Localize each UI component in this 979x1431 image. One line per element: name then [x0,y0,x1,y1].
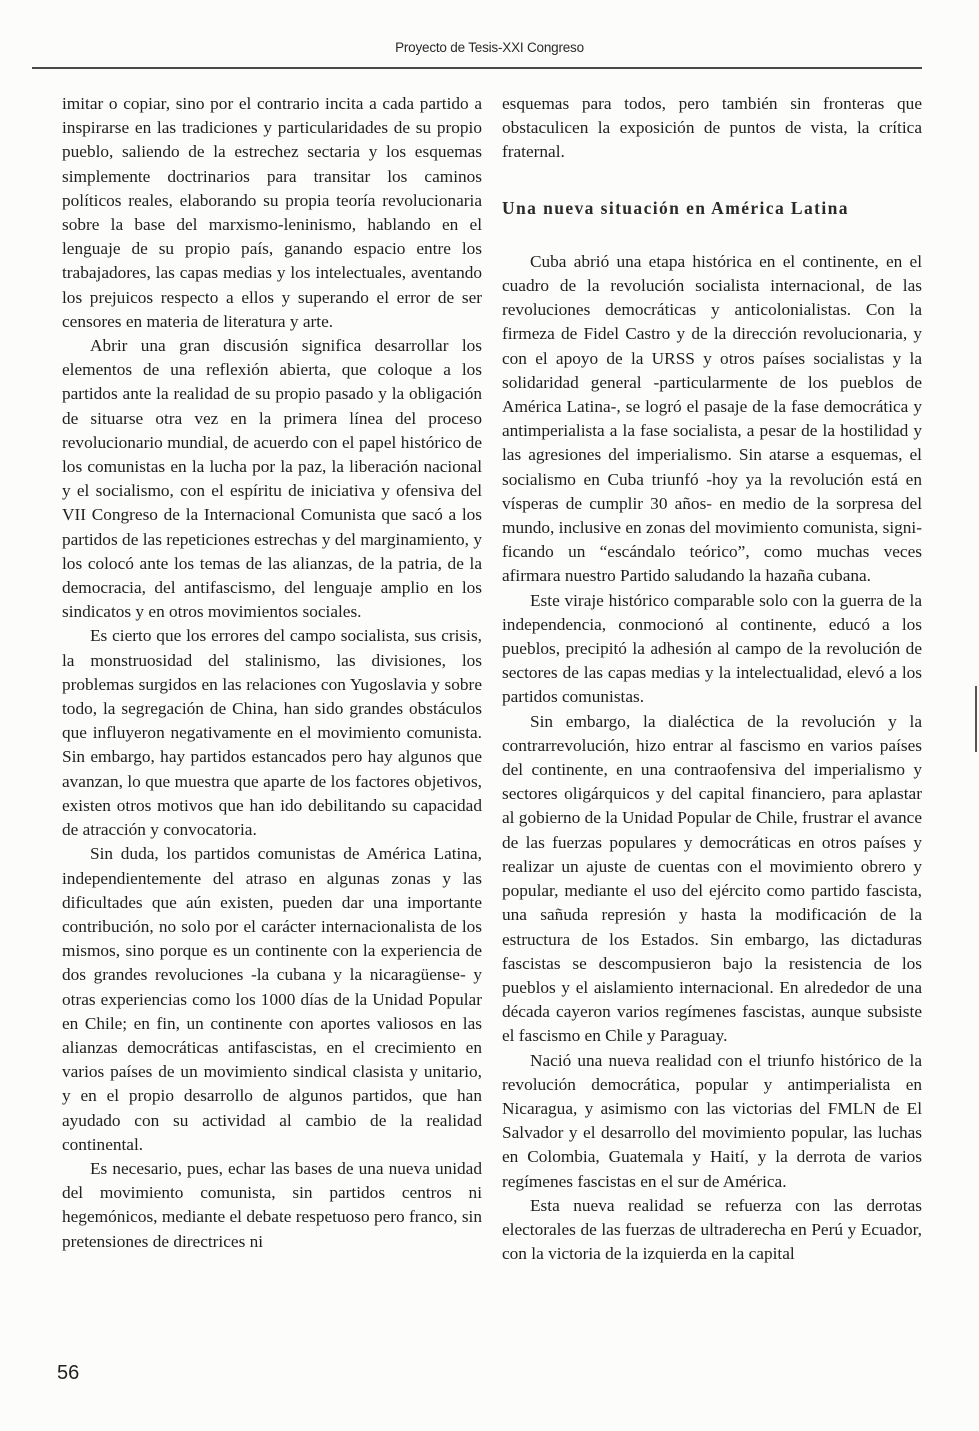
running-header: Proyecto de Tesis-XXI Congreso [395,40,584,55]
scan-margin-mark [975,686,977,752]
page-number: 56 [57,1362,80,1384]
left-column [62,92,482,1254]
paragraph: Esta nueva realidad se refuerza con las derrotas electorales de las fuerzas de ultraderecha en Perú y Ecuador, con la victoria de la izquierda en la capital [502,1195,922,1264]
paragraph: Nació una nueva realidad con el triunfo histórico de la revolución democrática, popular y antimperialista en Nicaragua, y asimismo con las victorias del FMLN de El Salvador y el desarrollo del movimiento popular, las luchas en Colombia, Guatemala y Haití, y la derrota de varios regímenes fascistas en el sur de América. [502,1050,922,1191]
paragraph: Sin embargo, la dialéctica de la revolución y la contrarrevolución, hizo entrar al fascismo en varios países del continente, en una contraofensiva del imperialismo y sectores oligárquicos y del capital financiero, para aplastar al gobierno de la Unidad Popular de Chile, frustrar el avance de las fuerzas populares y democráticas en otros países y realizar un ajuste de cuentas con el movimiento obrero y popular, mediante el uso del ejército como partido fascista, una sañuda represión y hasta la modificación de la estructura de los Estados. Sin embargo, las dictaduras fascistas se descompusieron bajo la resistencia de los pueblos y el aislamiento internacional. En alrededor de una década cayeron varios regímenes fascistas, aunque subsiste el fascismo en Chile y Paraguay. [502,711,922,1046]
paragraph: Este viraje histórico comparable solo con la guerra de la independencia, conmocionó al continente, educó a los pueblos, precipitó la adhesión al campo de la revolución de sectores de las capas medias y la intelectualidad, elevó a los partidos comunistas. [502,590,922,707]
right-column [502,92,922,1266]
paragraph: Sin duda, los partidos comunistas de América Latina, independientemente del atraso en algunas zonas y las dificultades que aún existen, pueden dar una importante contribución, no solo por el carácter internacionalista de los mismos, sino porque es un continente con la experiencia de dos grandes revoluciones -la cubana y la nicaragüense- y otras experiencias como los 1000 días de la Unidad Popular en Chile; en fin, un continente con aportes valiosos en las alianzas democráticas antifascistas, en el crecimiento en varios países de un movimiento sindical clasista y unitario, y en el propio desarrollo de algunos partidos, que han ayudado con su actividad al cambio de la realidad continental. [62,844,482,1154]
paragraph: Abrir una gran discusión significa desarrollar los elementos de una reflexión abierta, que coloque a los partidos ante la realidad de su propio pasado y la obligación de situarse otra vez en la primera línea del proceso revolucionario mundial, de acuerdo con el papel histórico de los comunistas en la lucha por la paz, la liberación nacional y el socialismo, con el espíritu de iniciativa y ofensiva del VII Congreso de la Internacional Comunista que sacó a los partidos de las repeticiones estrechas y del marginamiento, y los colocó ante los temas de las alianzas, de la patria, de la democracia, del antifascismo, del lenguaje amplio en los sindicatos y en otros movimientos sociales. [62,336,482,622]
paragraph: Es cierto que los errores del campo socialista, sus crisis, la monstruosidad del stalinismo, las divisiones, los problemas surgidos en las relaciones con Yugoslavia y sobre todo, la segregación de China, han sido grandes obstáculos que influyeron negativamente en el movimiento comunista. Sin embargo, hay partidos estancados pero hay algunos que avanzan, lo que muestra que aparte de los factores objetivos, existen otros motivos que han ido debilitando su capacidad de atracción y convocatoria. [62,626,482,840]
paragraph: Cuba abrió una etapa histórica en el continente, en el cuadro de la revolución socialista internacional, de las revoluciones democráticas y anticolonialistas. Con la firmeza de Fidel Castro y de la dirección revolucionaria, y con el apoyo de la URSS y otros países socialistas y la solidaridad general -particularmente de los pueblos de América Latina-, se logró el pasaje de la fase democrática y antimperialista a la fase socialista, a pesar de la hostilidad y las agresiones del imperialismo. Sin atarse a esquemas, el socialismo en Cuba triunfó -hoy ya la revolución está en vísperas de cumplir 30 años- en medio de la sorpresa del mundo, inclusive en zonas del movimiento comunista, significando un “escándalo teórico”, como muchas veces afirmara nuestro Partido saludando la hazaña cubana. [502,251,922,586]
paragraph-continuation: esquemas para todos, pero también sin fronteras que obstaculicen la exposición de puntos de vista, la crítica fraternal. [502,94,922,162]
paragraph: imitar o copiar, sino por el contrario incita a cada partido a inspirarse en las tradiciones y particularidades de su propio pueblo, saliendo de la estrechez sectaria y los esquemas simplemente doctrinarios para transitar los caminos políticos reales, elaborando su propia teoría revolucionaria sobre la base del marxismo-leninismo, hablando en el lenguaje de su propio país, ganando espacio entre los trabajadores, las capas medias y los intelectuales, aventando los prejuicos respecto a ellos y superando el error de ser censores en materia de literatura y arte. [62,94,482,331]
paragraph: Es necesario, pues, echar las bases de una nueva unidad del movimiento comunista, sin partidos centros ni hegemónicos, mediante el debate respetuoso pero franco, sin pretensiones de directrices ni [62,1158,482,1251]
header-rule [32,67,922,69]
section-heading: Una nueva situación en América Latina [502,197,849,218]
